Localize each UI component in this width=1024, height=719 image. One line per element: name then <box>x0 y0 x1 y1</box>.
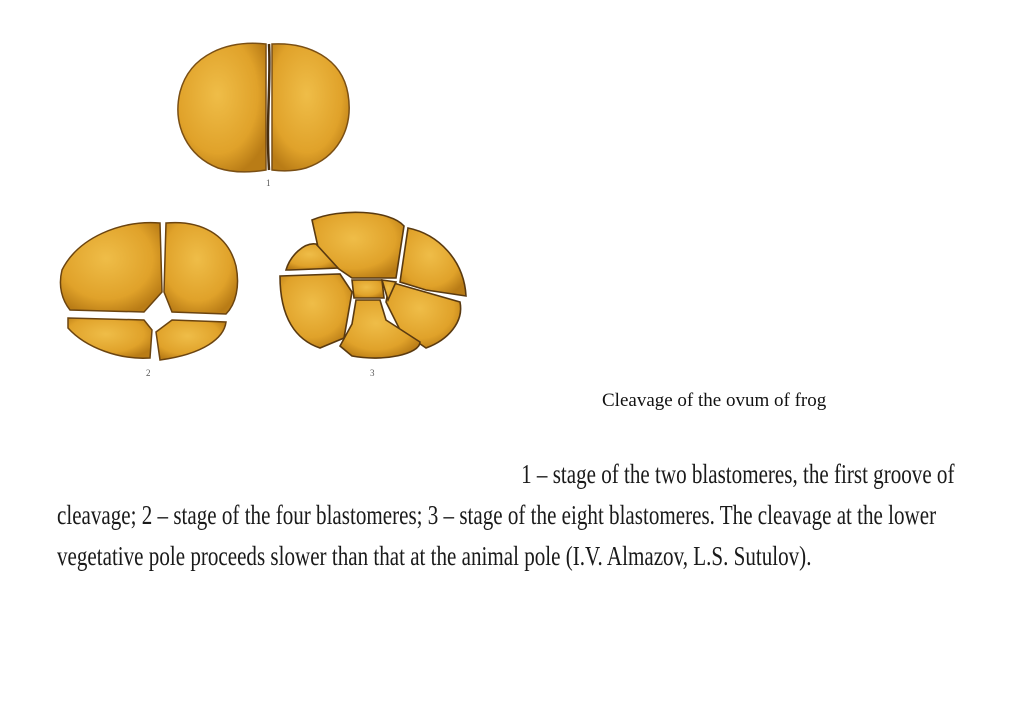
legend-line-3: vegetative pole proceeds slower than that at the animal pole (I.V. Almazov, L.S. Sutulov). <box>57 541 812 571</box>
blastomere <box>352 280 384 298</box>
blastomere <box>400 228 466 296</box>
blastomere <box>164 223 238 314</box>
legend-line-1: 1 – stage of the two blastomeres, the first groove of <box>521 459 955 489</box>
first-cleavage-groove <box>268 44 269 170</box>
blastomere <box>280 274 352 348</box>
stage-3-label: 3 <box>370 368 375 378</box>
legend-line-2: cleavage; 2 – stage of the four blastomeres; 3 – stage of the eight blastomeres. The cleavage at the lower <box>57 500 937 530</box>
blastomere <box>60 223 162 312</box>
blastomere <box>68 318 152 358</box>
figure-legend <box>57 454 977 577</box>
cleavage-stages-drawing <box>40 30 500 390</box>
stage-2-label: 2 <box>146 368 151 378</box>
blastomere <box>272 44 349 171</box>
blastomere <box>178 43 266 172</box>
stage-1-label: 1 <box>266 178 271 188</box>
frog-cleavage-illustration <box>40 30 500 390</box>
blastomere <box>156 320 226 360</box>
stage-1-two-blastomeres <box>178 43 349 188</box>
stage-3-eight-blastomeres <box>280 212 466 378</box>
figure-title: Cleavage of the ovum of frog <box>602 390 827 411</box>
stage-2-four-blastomeres <box>60 223 237 378</box>
